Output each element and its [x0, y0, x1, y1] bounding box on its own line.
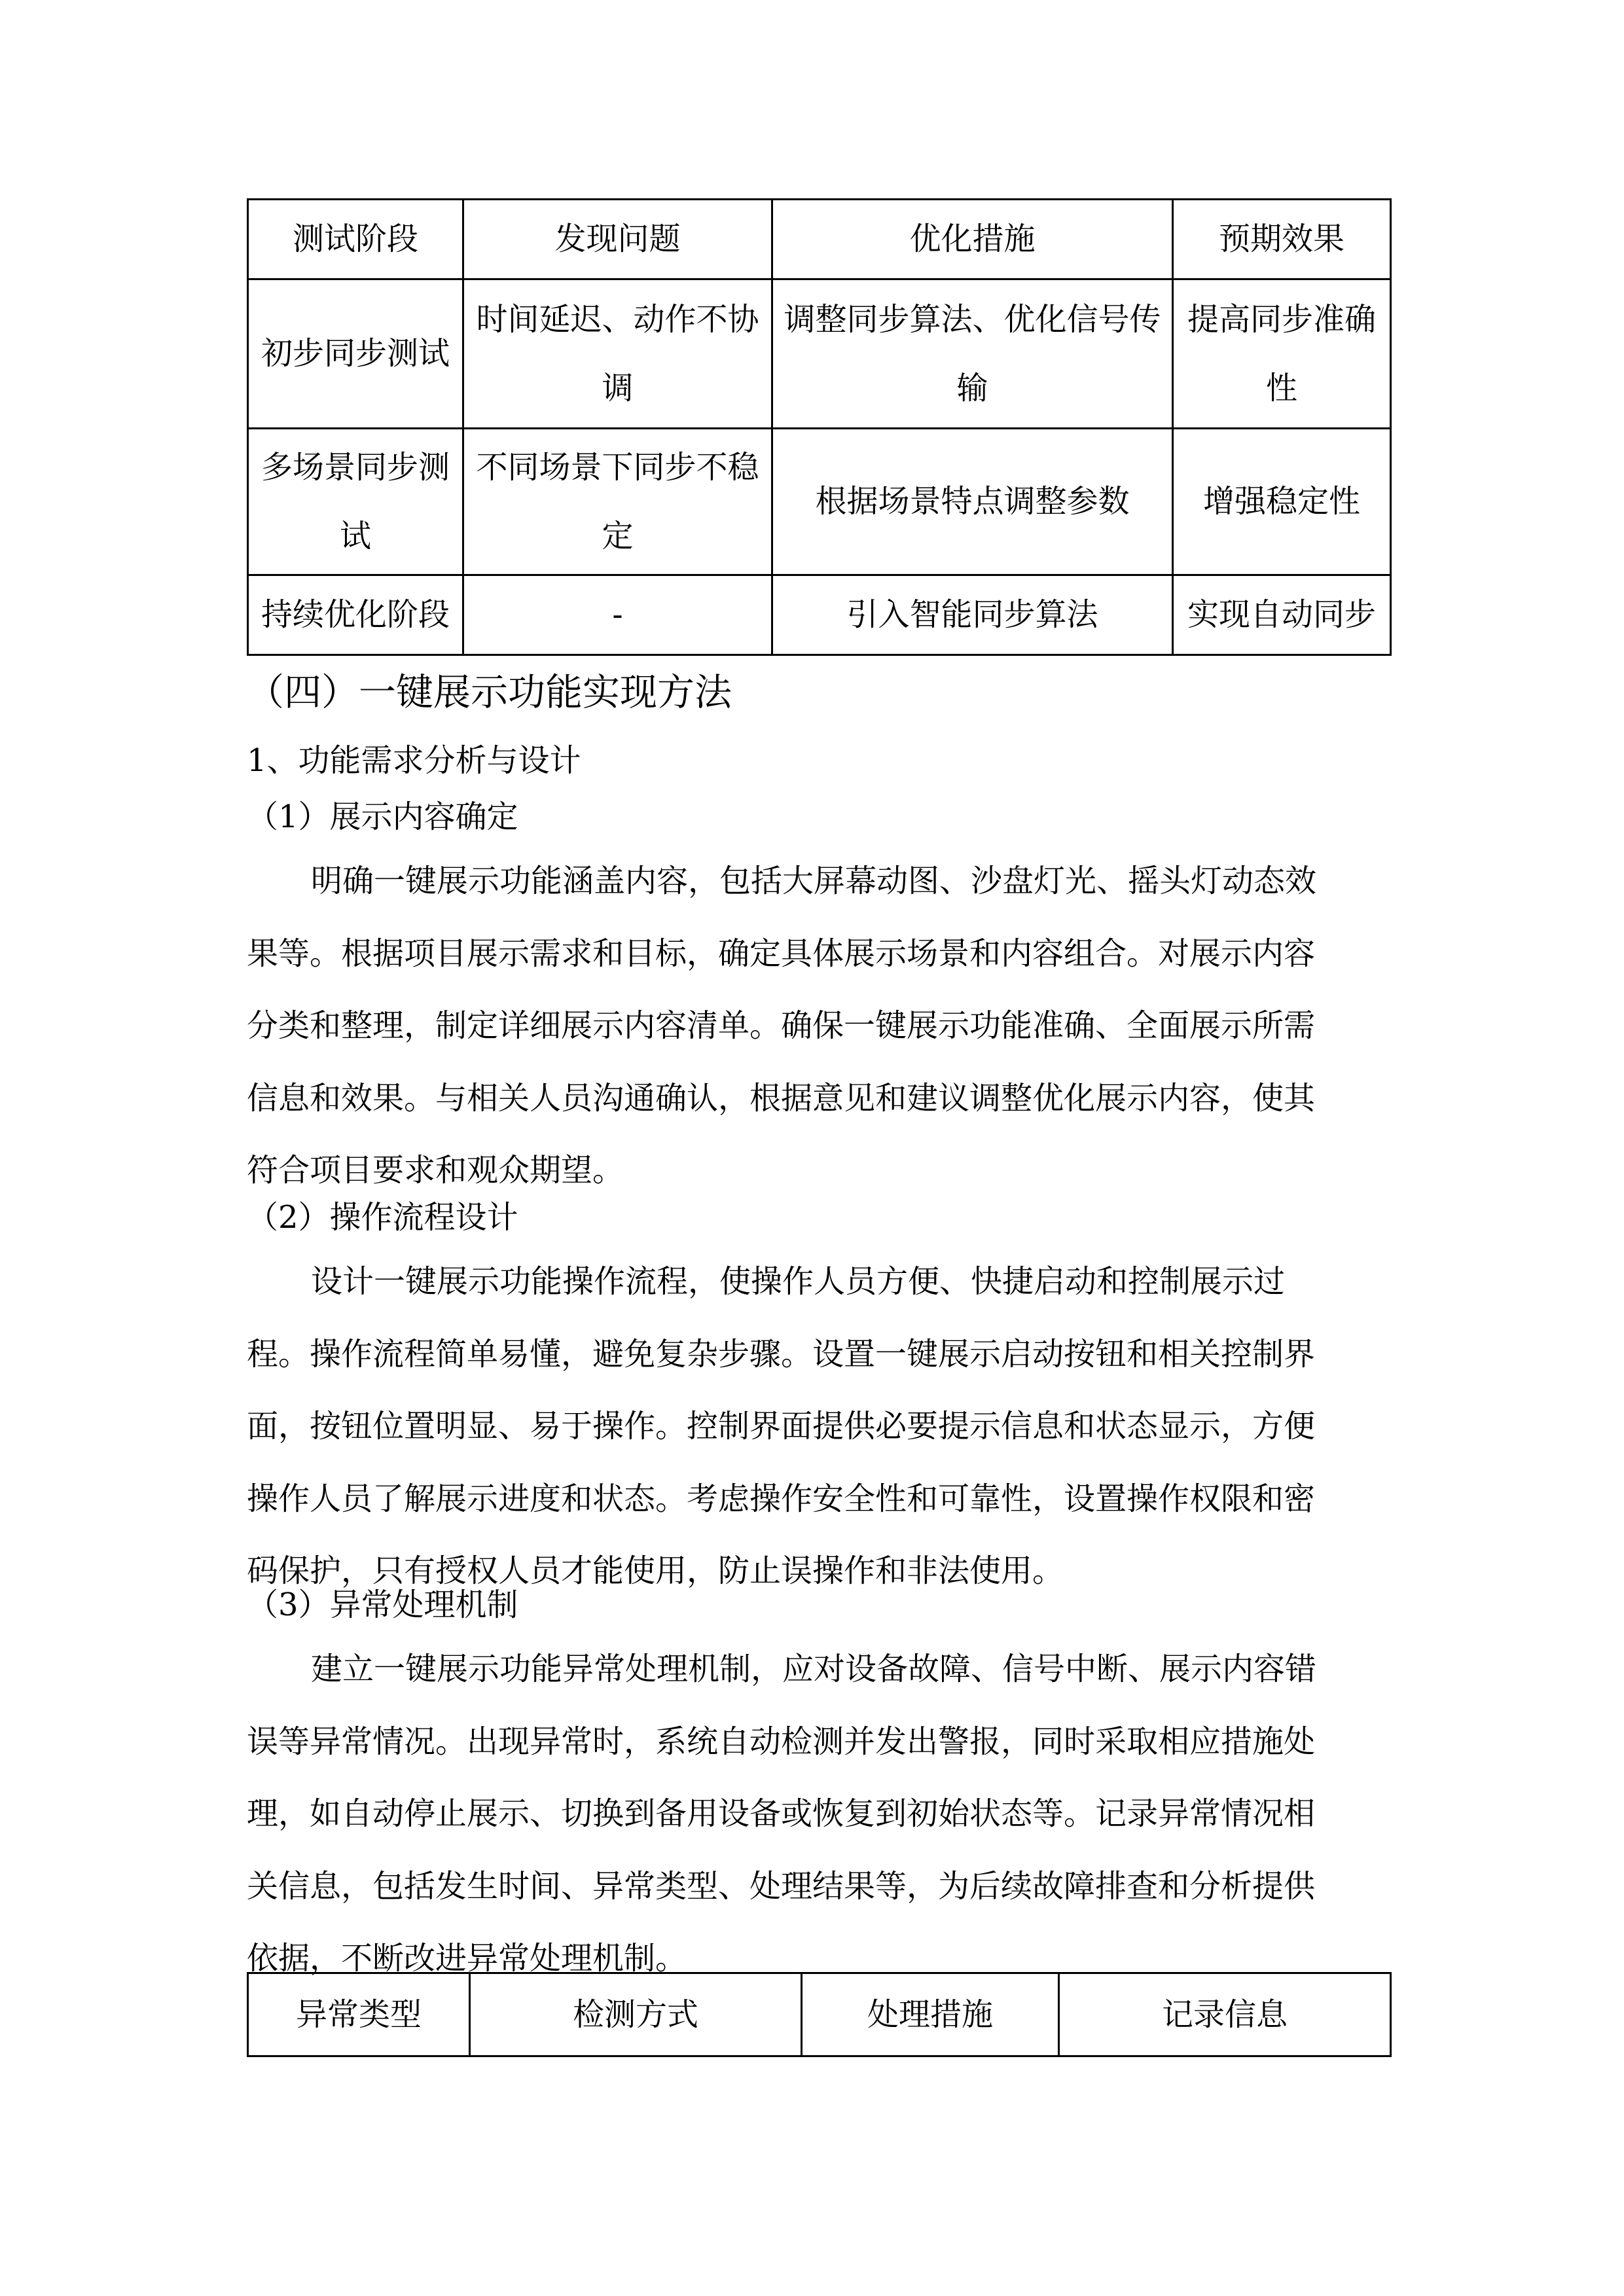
sync-test-table: [247, 198, 1392, 656]
table-header-cell: 发现问题: [463, 200, 772, 279]
table-cell: 不同场景下同步不稳 定: [463, 429, 772, 575]
paragraph-line: 建立一键展示功能异常处理机制，应对设备故障、信号中断、展示内容错: [311, 1651, 1317, 1687]
sub-heading: 1、功能需求分析与设计: [247, 742, 581, 779]
table-cell: 初步同步测试: [248, 279, 463, 429]
table-cell: 多场景同步测 试: [248, 429, 463, 575]
minor-heading: （1）展示内容确定: [247, 798, 518, 835]
paragraph-line: 果等。根据项目展示需求和目标，确定具体展示场景和内容组合。对展示内容: [247, 935, 1316, 972]
table-row: [248, 575, 1391, 655]
paragraph-line: 程。操作流程简单易懂，避免复杂步骤。设置一键展示启动按钮和相关控制界: [247, 1335, 1316, 1372]
table-cell: 实现自动同步: [1173, 575, 1391, 655]
table-header-cell: 预期效果: [1173, 200, 1391, 279]
table-header-cell: 异常类型: [248, 1973, 470, 2056]
paragraph-line: 码保护，只有授权人员才能使用，防止误操作和非法使用。: [247, 1552, 1064, 1589]
paragraph-line: 符合项目要求和观众期望。: [247, 1152, 624, 1189]
table-cell: 时间延迟、动作不协 调: [463, 279, 772, 429]
paragraph-line: 理，如自动停止展示、切换到备用设备或恢复到初始状态等。记录异常情况相: [247, 1795, 1316, 1832]
paragraph: [247, 845, 1390, 1207]
exception-table: [247, 1972, 1392, 2057]
table-cell: 持续优化阶段: [248, 575, 463, 655]
table-row: [248, 279, 1391, 429]
table-cell: -: [463, 575, 772, 655]
table-header-cell: 处理措施: [802, 1973, 1059, 2056]
table-header-row: [248, 1973, 1391, 2056]
minor-heading: （2）操作流程设计: [247, 1199, 518, 1236]
paragraph-line: 关信息，包括发生时间、异常类型、处理结果等，为后续故障排查和分析提供: [247, 1867, 1316, 1905]
paragraph-line: 信息和效果。与相关人员沟通确认，根据意见和建议调整优化展示内容，使其: [247, 1079, 1316, 1117]
paragraph-line: 面，按钮位置明显、易于操作。控制界面提供必要提示信息和状态显示，方便: [247, 1408, 1316, 1444]
paragraph-line: 设计一键展示功能操作流程，使操作人员方便、快捷启动和控制展示过: [311, 1263, 1286, 1300]
paragraph: [247, 1633, 1390, 1995]
table-header-cell: 优化措施: [772, 200, 1173, 279]
minor-heading: （3）异常处理机制: [247, 1587, 518, 1623]
table-header-cell: 测试阶段: [248, 200, 463, 279]
table-row: [248, 429, 1391, 575]
table-header-cell: 检测方式: [470, 1973, 802, 2056]
paragraph-line: 明确一键展示功能涵盖内容，包括大屏幕动图、沙盘灯光、摇头灯动态效: [311, 863, 1317, 899]
paragraph-line: 误等异常情况。出现异常时，系统自动检测并发出警报，同时采取相应措施处: [247, 1723, 1316, 1760]
table-cell: 增强稳定性: [1173, 429, 1391, 575]
paragraph: [247, 1246, 1390, 1607]
paragraph-line: 操作人员了解展示进度和状态。考虑操作安全性和可靠性，设置操作权限和密: [247, 1480, 1316, 1517]
paragraph-line: 依据，不断改进异常处理机制。: [247, 1940, 687, 1977]
table-cell: 引入智能同步算法: [772, 575, 1173, 655]
section-heading: （四）一键展示功能实现方法: [247, 671, 732, 714]
table-cell: 调整同步算法、优化信号传 输: [772, 279, 1173, 429]
table-header-row: [248, 200, 1391, 279]
table-header-cell: 记录信息: [1059, 1973, 1391, 2056]
paragraph-line: 分类和整理，制定详细展示内容清单。确保一键展示功能准确、全面展示所需: [247, 1007, 1316, 1044]
table-cell: 提高同步准确 性: [1173, 279, 1391, 429]
table-cell: 根据场景特点调整参数: [772, 429, 1173, 575]
